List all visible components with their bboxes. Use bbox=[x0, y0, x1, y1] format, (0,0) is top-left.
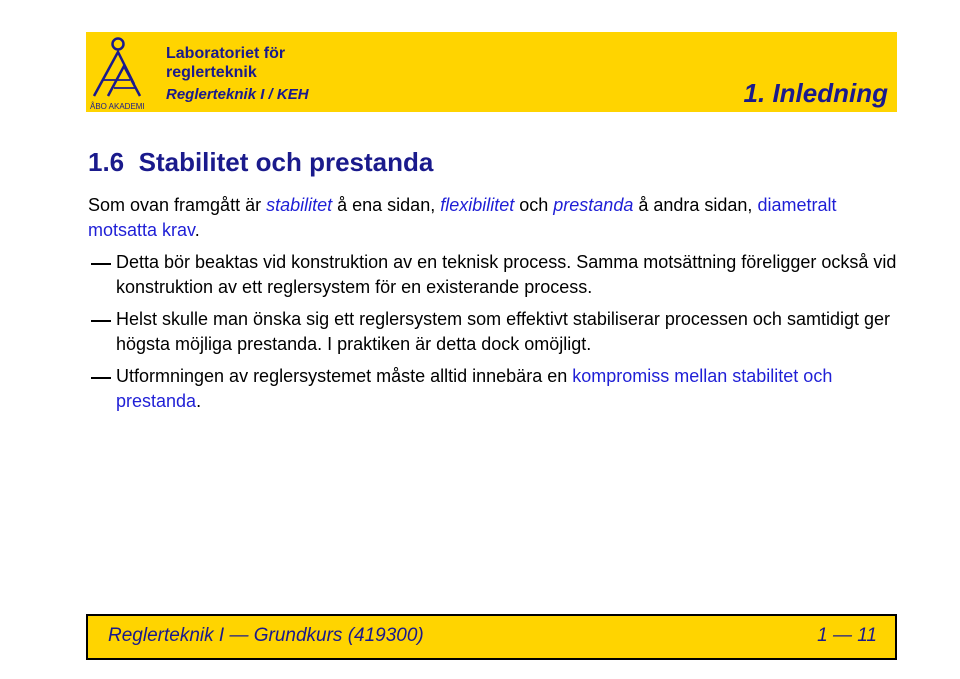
section-number: 1.6 bbox=[88, 147, 125, 177]
keyword-stabilitet: stabilitet bbox=[266, 195, 333, 215]
bullet-text: Utformningen av reglersystemet måste alltid innebära en bbox=[116, 366, 573, 386]
footer-box bbox=[86, 614, 897, 660]
lab-name-line1: Laboratoriet för bbox=[166, 45, 286, 62]
bullet-list bbox=[88, 250, 898, 421]
intro-paragraph bbox=[88, 193, 888, 243]
dash-bullet-icon bbox=[91, 320, 111, 322]
footer-course: Reglerteknik I — Grundkurs (419300) bbox=[108, 625, 424, 646]
abo-akademi-logo bbox=[88, 36, 156, 112]
bullet-highlight: kompromiss mellan stabilitet och prestanda bbox=[116, 366, 833, 411]
section-title-text: Stabilitet och prestanda bbox=[138, 147, 434, 177]
section-title bbox=[88, 145, 433, 179]
chapter-title: 1. Inledning bbox=[743, 78, 888, 108]
bullet-item bbox=[88, 364, 898, 414]
bullet-item bbox=[88, 307, 898, 357]
lab-name-line2: reglerteknik bbox=[166, 64, 257, 81]
bullet-tail: . bbox=[196, 391, 202, 411]
dash-bullet-icon bbox=[91, 377, 111, 379]
course-short-label: Reglerteknik I / KEH bbox=[166, 86, 309, 103]
intro-text-5: . bbox=[194, 220, 200, 240]
intro-text-3: och bbox=[514, 195, 554, 215]
bullet-text: Detta bör beaktas vid konstruktion av en teknisk process. Samma motsättning föreligger också vid konstruktion av ett reglersystem för en existerande process. bbox=[116, 252, 897, 297]
intro-text-1: Som ovan framgått är bbox=[88, 195, 267, 215]
logo-text: ÅBO AKADEMI bbox=[90, 102, 145, 111]
intro-text-2: å ena sidan, bbox=[332, 195, 441, 215]
keyword-flexibilitet: flexibilitet bbox=[440, 195, 515, 215]
dash-bullet-icon bbox=[91, 263, 111, 265]
bullet-item bbox=[88, 250, 898, 300]
keyword-prestanda: prestanda bbox=[553, 195, 634, 215]
bullet-text: Helst skulle man önska sig ett reglersystem som effektivt stabiliserar processen och samtidigt ger högsta möjliga prestanda. I praktiken är detta dock omöjligt. bbox=[116, 309, 890, 354]
footer-page-number: 1 — 11 bbox=[817, 625, 877, 646]
intro-text-4: å andra sidan, bbox=[633, 195, 758, 215]
keyword-diametralt-motsatta-krav: diametralt motsatta krav bbox=[88, 195, 837, 240]
